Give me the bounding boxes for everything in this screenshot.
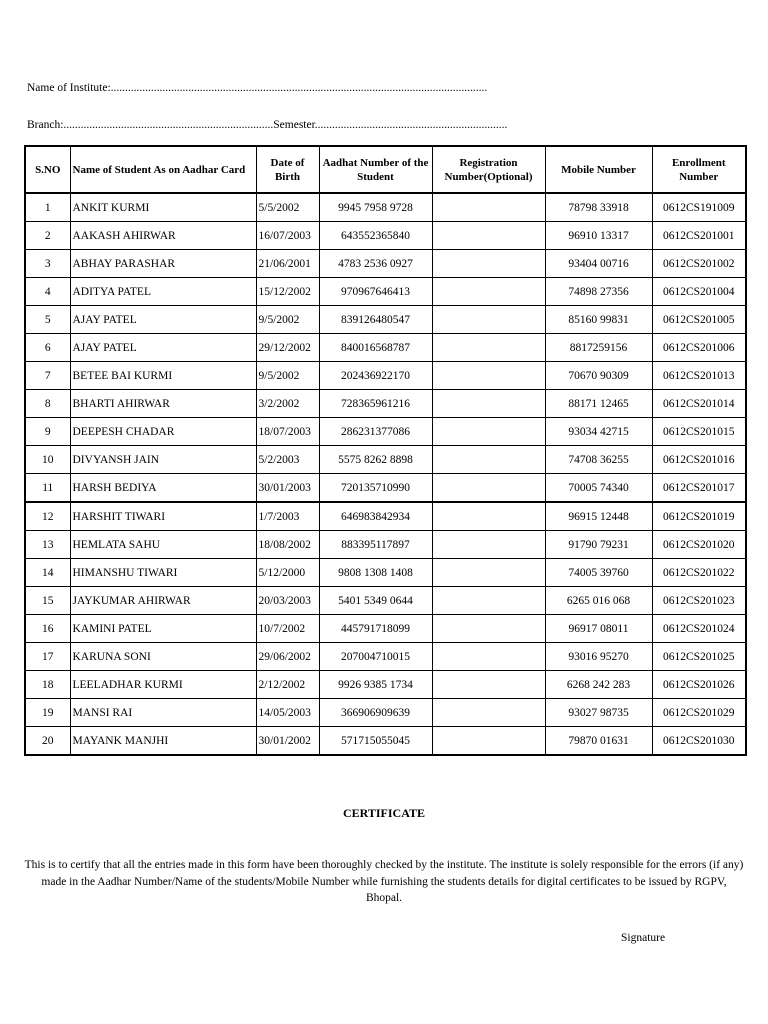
cell-student-name: HARSHIT TIWARI	[70, 502, 256, 531]
cell-registration	[432, 671, 545, 699]
cell-mobile: 93404 00716	[545, 250, 652, 278]
cell-registration	[432, 390, 545, 418]
table-row	[25, 390, 746, 418]
cell-aadhar: 728365961216	[319, 390, 432, 418]
cell-sno: 13	[25, 531, 70, 559]
cell-aadhar: 202436922170	[319, 362, 432, 390]
cell-mobile: 74898 27356	[545, 278, 652, 306]
cell-registration	[432, 278, 545, 306]
cell-registration	[432, 446, 545, 474]
cell-student-name: DIVYANSH JAIN	[70, 446, 256, 474]
institute-field: Name of Institute:...................................................................................................................................	[27, 82, 488, 94]
branch-field: Branch:.........................................................................	[27, 119, 274, 131]
cell-mobile: 88171 12465	[545, 390, 652, 418]
cell-dob: 21/06/2001	[256, 250, 319, 278]
cell-sno: 15	[25, 587, 70, 615]
cell-aadhar: 970967646413	[319, 278, 432, 306]
cell-mobile: 96917 08011	[545, 615, 652, 643]
cell-sno: 5	[25, 306, 70, 334]
column-header-aadhar: Aadhat Number of the Student	[319, 146, 432, 193]
cell-student-name: LEELADHAR KURMI	[70, 671, 256, 699]
cell-dob: 9/5/2002	[256, 306, 319, 334]
cell-aadhar: 9926 9385 1734	[319, 671, 432, 699]
cell-dob: 10/7/2002	[256, 615, 319, 643]
cell-aadhar: 643552365840	[319, 222, 432, 250]
cell-dob: 5/12/2000	[256, 559, 319, 587]
cell-aadhar: 5401 5349 0644	[319, 587, 432, 615]
cell-registration	[432, 502, 545, 531]
cell-student-name: KARUNA SONI	[70, 643, 256, 671]
cell-enrollment: 0612CS201026	[652, 671, 746, 699]
cell-mobile: 8817259156	[545, 334, 652, 362]
table-row	[25, 474, 746, 503]
signature-label: Signature	[621, 932, 666, 944]
cell-sno: 2	[25, 222, 70, 250]
cell-registration	[432, 559, 545, 587]
cell-registration	[432, 727, 545, 756]
cell-dob: 16/07/2003	[256, 222, 319, 250]
cell-aadhar: 883395117897	[319, 531, 432, 559]
table-row	[25, 278, 746, 306]
cell-student-name: AAKASH AHIRWAR	[70, 222, 256, 250]
table-row	[25, 587, 746, 615]
cell-student-name: JAYKUMAR AHIRWAR	[70, 587, 256, 615]
cell-registration	[432, 250, 545, 278]
cell-sno: 12	[25, 502, 70, 531]
table-row	[25, 250, 746, 278]
cell-student-name: ABHAY PARASHAR	[70, 250, 256, 278]
cell-registration	[432, 587, 545, 615]
cell-mobile: 78798 33918	[545, 193, 652, 222]
certificate-text: This is to certify that all the entries made in this form have been thoroughly checked by the institute. The institute is solely responsible for the errors (if any) made in the Aadhar Number/Name of the students/Mobile Number while furnishing the students details for digital certificates to be issued by RGPV, Bhopal.	[24, 859, 744, 904]
cell-sno: 8	[25, 390, 70, 418]
cell-enrollment: 0612CS201014	[652, 390, 746, 418]
cell-sno: 20	[25, 727, 70, 756]
cell-enrollment: 0612CS201005	[652, 306, 746, 334]
cell-student-name: HIMANSHU TIWARI	[70, 559, 256, 587]
cell-registration	[432, 643, 545, 671]
table-body	[25, 193, 746, 755]
cell-aadhar: 366906909639	[319, 699, 432, 727]
cell-student-name: KAMINI PATEL	[70, 615, 256, 643]
cell-enrollment: 0612CS201016	[652, 446, 746, 474]
column-header-sno: S.NO	[25, 146, 70, 193]
cell-sno: 14	[25, 559, 70, 587]
column-header-enrollment: Enrollment Number	[652, 146, 746, 193]
cell-enrollment: 0612CS201015	[652, 418, 746, 446]
cell-mobile: 79870 01631	[545, 727, 652, 756]
cell-sno: 11	[25, 474, 70, 503]
cell-aadhar: 286231377086	[319, 418, 432, 446]
cell-mobile: 85160 99831	[545, 306, 652, 334]
cell-enrollment: 0612CS201029	[652, 699, 746, 727]
cell-sno: 6	[25, 334, 70, 362]
cell-registration	[432, 699, 545, 727]
cell-registration	[432, 362, 545, 390]
cell-aadhar: 9808 1308 1408	[319, 559, 432, 587]
cell-mobile: 70670 90309	[545, 362, 652, 390]
cell-student-name: AJAY PATEL	[70, 306, 256, 334]
cell-sno: 9	[25, 418, 70, 446]
table-row	[25, 615, 746, 643]
table-row	[25, 362, 746, 390]
cell-sno: 17	[25, 643, 70, 671]
cell-dob: 18/07/2003	[256, 418, 319, 446]
cell-enrollment: 0612CS201025	[652, 643, 746, 671]
certificate-title: CERTIFICATE	[342, 806, 426, 820]
cell-mobile: 6265 016 068	[545, 587, 652, 615]
cell-dob: 20/03/2003	[256, 587, 319, 615]
cell-student-name: ANKIT KURMI	[70, 193, 256, 222]
cell-mobile: 93034 42715	[545, 418, 652, 446]
table-row	[25, 699, 746, 727]
cell-student-name: DEEPESH CHADAR	[70, 418, 256, 446]
cell-mobile: 70005 74340	[545, 474, 652, 503]
semester-field: Semester...................................................................	[273, 119, 508, 131]
table-row	[25, 334, 746, 362]
column-header-mobile: Mobile Number	[545, 146, 652, 193]
cell-mobile: 74708 36255	[545, 446, 652, 474]
cell-dob: 14/05/2003	[256, 699, 319, 727]
cell-aadhar: 9945 7958 9728	[319, 193, 432, 222]
cell-enrollment: 0612CS201013	[652, 362, 746, 390]
cell-student-name: MAYANK MANJHI	[70, 727, 256, 756]
cell-student-name: MANSI RAI	[70, 699, 256, 727]
cell-student-name: BHARTI AHIRWAR	[70, 390, 256, 418]
cell-dob: 1/7/2003	[256, 502, 319, 531]
cell-enrollment: 0612CS201006	[652, 334, 746, 362]
cell-enrollment: 0612CS201022	[652, 559, 746, 587]
cell-student-name: HEMLATA SAHU	[70, 531, 256, 559]
cell-mobile: 91790 79231	[545, 531, 652, 559]
cell-mobile: 96915 12448	[545, 502, 652, 531]
student-table	[24, 145, 747, 756]
branch-semester-field	[27, 119, 507, 131]
table-row	[25, 643, 746, 671]
cell-registration	[432, 334, 545, 362]
cell-enrollment: 0612CS191009	[652, 193, 746, 222]
cell-student-name: HARSH BEDIYA	[70, 474, 256, 503]
cell-aadhar: 840016568787	[319, 334, 432, 362]
cell-student-name: AJAY PATEL	[70, 334, 256, 362]
cell-enrollment: 0612CS201019	[652, 502, 746, 531]
cell-enrollment: 0612CS201020	[652, 531, 746, 559]
cell-student-name: ADITYA PATEL	[70, 278, 256, 306]
cell-enrollment: 0612CS201002	[652, 250, 746, 278]
cell-mobile: 6268 242 283	[545, 671, 652, 699]
cell-dob: 2/12/2002	[256, 671, 319, 699]
cell-dob: 5/2/2003	[256, 446, 319, 474]
table-row	[25, 559, 746, 587]
table-row	[25, 671, 746, 699]
table-header-row	[25, 146, 746, 193]
cell-sno: 3	[25, 250, 70, 278]
cell-registration	[432, 615, 545, 643]
cell-aadhar: 207004710015	[319, 643, 432, 671]
column-header-registration: Registration Number(Optional)	[432, 146, 545, 193]
cell-dob: 9/5/2002	[256, 362, 319, 390]
cell-enrollment: 0612CS201017	[652, 474, 746, 503]
cell-student-name: BETEE BAI KURMI	[70, 362, 256, 390]
column-header-name: Name of Student As on Aadhar Card	[70, 146, 256, 193]
cell-mobile: 96910 13317	[545, 222, 652, 250]
table-row	[25, 727, 746, 756]
cell-registration	[432, 418, 545, 446]
cell-sno: 1	[25, 193, 70, 222]
table-row	[25, 306, 746, 334]
cell-enrollment: 0612CS201023	[652, 587, 746, 615]
table-row	[25, 222, 746, 250]
cell-enrollment: 0612CS201001	[652, 222, 746, 250]
table-row	[25, 446, 746, 474]
cell-mobile: 93016 95270	[545, 643, 652, 671]
cell-mobile: 93027 98735	[545, 699, 652, 727]
cell-enrollment: 0612CS201030	[652, 727, 746, 756]
cell-registration	[432, 222, 545, 250]
column-header-dob: Date of Birth	[256, 146, 319, 193]
cell-registration	[432, 306, 545, 334]
cell-aadhar: 5575 8262 8898	[319, 446, 432, 474]
cell-sno: 7	[25, 362, 70, 390]
cell-mobile: 74005 39760	[545, 559, 652, 587]
cell-aadhar: 4783 2536 0927	[319, 250, 432, 278]
cell-registration	[432, 193, 545, 222]
cell-dob: 30/01/2002	[256, 727, 319, 756]
cell-aadhar: 445791718099	[319, 615, 432, 643]
table-row	[25, 193, 746, 222]
cell-sno: 4	[25, 278, 70, 306]
cell-dob: 30/01/2003	[256, 474, 319, 503]
cell-enrollment: 0612CS201024	[652, 615, 746, 643]
cell-sno: 19	[25, 699, 70, 727]
cell-sno: 18	[25, 671, 70, 699]
cell-aadhar: 646983842934	[319, 502, 432, 531]
cell-aadhar: 571715055045	[319, 727, 432, 756]
table-row	[25, 502, 746, 531]
table-row	[25, 531, 746, 559]
cell-dob: 29/06/2002	[256, 643, 319, 671]
cell-aadhar: 839126480547	[319, 306, 432, 334]
cell-sno: 10	[25, 446, 70, 474]
cell-dob: 3/2/2002	[256, 390, 319, 418]
cell-dob: 5/5/2002	[256, 193, 319, 222]
cell-registration	[432, 531, 545, 559]
cell-sno: 16	[25, 615, 70, 643]
cell-dob: 15/12/2002	[256, 278, 319, 306]
cell-registration	[432, 474, 545, 503]
cell-dob: 29/12/2002	[256, 334, 319, 362]
cell-enrollment: 0612CS201004	[652, 278, 746, 306]
table-row	[25, 418, 746, 446]
cell-aadhar: 720135710990	[319, 474, 432, 503]
cell-dob: 18/08/2002	[256, 531, 319, 559]
